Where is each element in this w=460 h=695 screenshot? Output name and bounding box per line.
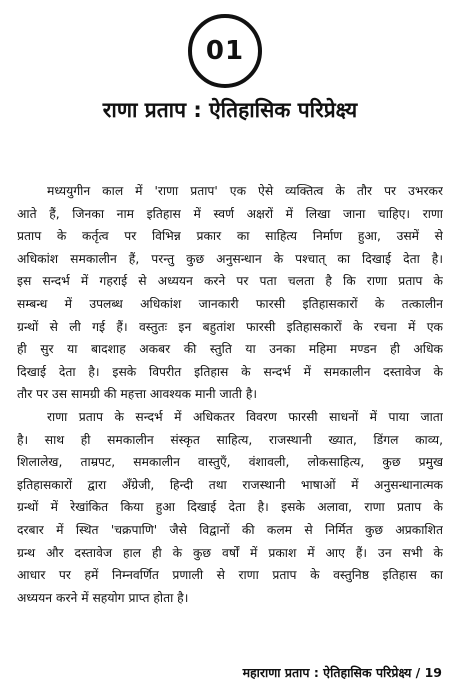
text-line: सम्बन्ध में उपलब्ध अधिकांश जानकारी फारसी इतिहासकारों के तत्कालीन [17,296,443,311]
text-line: आधार पर हमें निम्नवर्णित प्रणाली से राणा प्रताप के वस्तुनिष्ठ इतिहास का [17,568,443,583]
text-line: इतिहासकारों द्वारा अँग्रेजी, हिन्दी तथा राजस्थानी भाषाओं में अनुसन्धानात्मक [17,477,443,492]
text-line: प्रताप के कर्तृत्व पर विभिन्न प्रकार का साहित्य निर्माण हुआ, उसमें से [17,229,443,244]
text-line: अध्ययन करने में सहयोग प्राप्त होता है। [17,590,189,605]
text-line: तौर पर उस सामग्री की महत्ता आवश्यक मानी जाती है। [17,387,258,402]
page-footer: महाराणा प्रताप : ऐतिहासिक परिप्रेक्ष्य / 19 [242,665,442,680]
text-line: शिलालेख, ताम्रपट, समकालीन वास्तुएँ, वंशावली, लोकसाहित्य, कुछ प्रमुख [17,455,443,470]
chapter-number-badge: 01 [188,14,262,88]
text-line: ग्रन्थों में रेखांकित किया हुआ दिखाई देता है। इसके अलावा, राणा प्रताप के [17,500,443,515]
body-text [17,180,443,609]
text-line: राणा प्रताप के सन्दर्भ में अधिकतर विवरण फारसी साधनों में पाया जाता [47,409,443,424]
text-line: आते हैं, जिनका नाम इतिहास में स्वर्ण अक्षरों में लिखा जाना चाहिए। राणा [17,206,443,221]
text-line: इस सन्दर्भ में गहराई से अध्ययन करने पर पता चलता है कि राणा प्रताप के [17,274,443,289]
text-line: ग्रन्थ और दस्तावेज हाल ही के कुछ वर्षों में प्रकाश में आए हैं। उन सभी के [17,545,443,560]
chapter-title: राणा प्रताप : ऐतिहासिक परिप्रेक्ष्य [102,98,358,122]
text-line: मध्ययुगीन काल में 'राणा प्रताप' एक ऐसे व्यक्तित्व के तौर पर उभरकर [47,184,443,198]
text-line: अधिकांश समकालीन हैं, परन्तु कुछ अनुसन्धान के पश्चात् का दिखाई देता है। [17,251,443,266]
text-line: है। साथ ही समकालीन संस्कृत साहित्य, राजस्थानी ख्यात, डिंगल काव्य, [17,432,443,447]
text-line: दरबार में स्थित 'चक्रपाणि' जैसे विद्वानों की कलम से निर्मित कुछ अप्रकाशित [17,522,443,537]
text-line: ही सुर या बादशाह अकबर की स्तुति या उनका महिमा मण्डन ही अधिक [17,342,443,357]
text-line: दिखाई देता है। इसके विपरीत इतिहास के सन्दर्भ में समकालीन दस्तावेज के [17,364,443,379]
text-line: ग्रन्थों से ली गई हैं। वस्तुतः इन बहुतांश फारसी इतिहासकारों के रचना में एक [17,319,443,334]
